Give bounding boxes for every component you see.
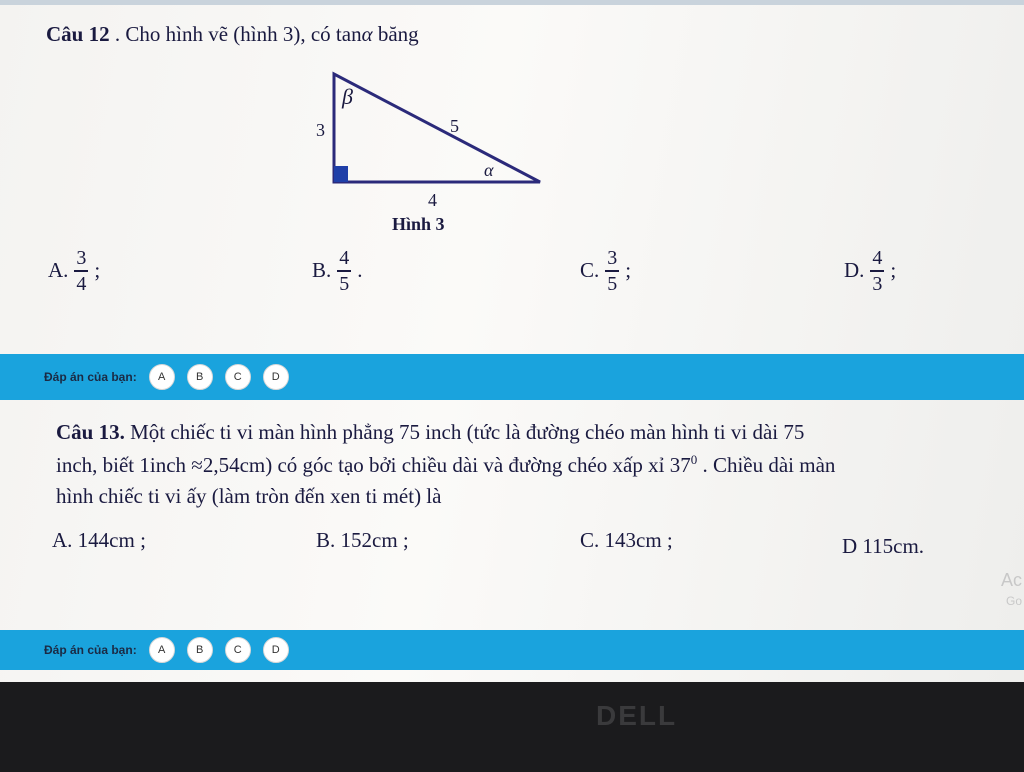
fraction xyxy=(870,248,884,294)
answer-choice-c[interactable]: C xyxy=(225,637,251,663)
q12-prefix: Câu 12 xyxy=(46,22,110,46)
beta-label: β xyxy=(342,84,353,109)
q13-option-b: B. 152cm ; xyxy=(316,528,409,552)
denominator: 5 xyxy=(339,272,350,295)
answer-bar-q12 xyxy=(0,354,1024,400)
answer-choice-a[interactable]: A xyxy=(149,637,175,663)
q13-option-c: C. 143cm ; xyxy=(580,528,673,552)
option-label: D. xyxy=(844,258,865,283)
fraction-bar xyxy=(74,270,88,272)
answer-choice-b[interactable]: B xyxy=(187,637,213,663)
q12-text: . Cho hình vẽ (hình 3), có tan xyxy=(109,22,362,46)
fraction-bar xyxy=(605,270,619,272)
q12-option-a xyxy=(48,248,100,294)
side-bottom-label: 4 xyxy=(428,190,437,210)
triangle-figure xyxy=(300,60,560,240)
q12-option-d xyxy=(844,248,896,294)
top-border xyxy=(0,0,1024,5)
answer-choice-d[interactable]: D xyxy=(263,364,289,390)
watermark-line1: Ac xyxy=(1000,570,1022,590)
triangle xyxy=(334,74,540,182)
option-label: B. xyxy=(312,258,332,283)
answer-label: Đáp án của bạn: xyxy=(44,370,137,384)
q13-line3: hình chiếc ti vi ấy (làm tròn đến xen ti mét) là xyxy=(56,484,442,508)
denominator: 3 xyxy=(872,272,883,295)
right-angle-mark xyxy=(334,166,348,182)
numerator: 4 xyxy=(339,247,350,269)
fraction xyxy=(74,248,88,294)
option-tail: ; xyxy=(890,258,897,283)
denominator: 4 xyxy=(76,272,87,295)
option-tail: . xyxy=(357,258,363,283)
alpha-label: α xyxy=(484,160,494,180)
q13-line1 xyxy=(56,420,804,445)
answer-bar-q13 xyxy=(0,630,1024,670)
q13-line2 xyxy=(56,452,835,478)
q12-title xyxy=(46,22,419,47)
fraction-bar xyxy=(870,270,884,272)
fraction-bar xyxy=(337,270,351,272)
denominator: 5 xyxy=(607,272,618,295)
answer-choice-d[interactable]: D xyxy=(263,637,289,663)
watermark-line2: Go xyxy=(1005,594,1022,608)
q12-suffix: băng xyxy=(372,22,419,46)
q13-line2-b: . Chiều dài màn xyxy=(697,453,836,477)
dell-logo: DELL xyxy=(596,700,678,731)
numerator: 3 xyxy=(607,247,618,269)
side-hyp-label: 5 xyxy=(450,116,459,136)
option-tail: ; xyxy=(625,258,632,283)
answer-label: Đáp án của bạn: xyxy=(44,643,137,657)
fraction xyxy=(337,248,351,294)
q13-prefix: Câu 13. xyxy=(56,420,125,444)
answer-choice-c[interactable]: C xyxy=(225,364,251,390)
q12-option-c xyxy=(580,248,631,294)
fraction xyxy=(605,248,619,294)
q13-degree: 0 xyxy=(690,452,698,467)
side-left-label: 3 xyxy=(316,120,325,140)
numerator: 3 xyxy=(76,247,87,269)
option-label: C. xyxy=(580,258,600,283)
q12-alpha: α xyxy=(361,22,373,46)
option-tail: ; xyxy=(94,258,101,283)
q13-line2-a: inch, biết 1inch ≈2,54cm) có góc tạo bởi chiều dài và đường chéo xấp xỉ 37 xyxy=(56,453,691,477)
q13-option-d: D 115cm. xyxy=(842,534,925,558)
q13-option-a: A. 144cm ; xyxy=(52,528,146,552)
figure-caption: Hình 3 xyxy=(392,214,445,234)
q13-line1-text: Một chiếc ti vi màn hình phẳng 75 inch (tức là đường chéo màn hình ti vi dài 75 xyxy=(124,420,805,444)
q12-option-b xyxy=(312,248,363,294)
answer-choice-a[interactable]: A xyxy=(149,364,175,390)
answer-choice-b[interactable]: B xyxy=(187,364,213,390)
option-label: A. xyxy=(48,258,69,283)
numerator: 4 xyxy=(872,247,883,269)
